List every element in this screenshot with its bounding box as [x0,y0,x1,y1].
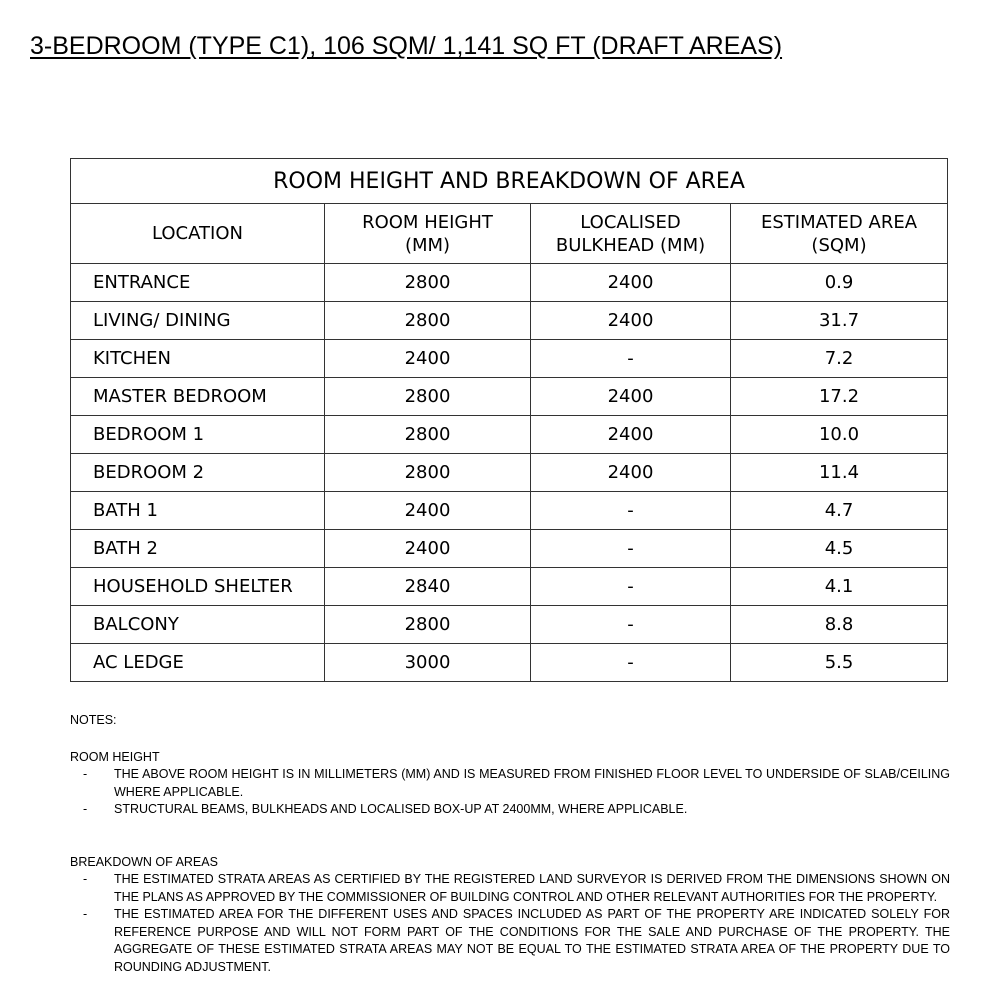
cell-area: 4.7 [731,492,948,530]
header-room-height-line-1: ROOM HEIGHT [362,211,493,233]
table-row [71,416,948,454]
cell-room-height: 2800 [325,378,531,416]
table-caption: ROOM HEIGHT AND BREAKDOWN OF AREA [71,159,948,204]
cell-bulkhead: 2400 [531,378,731,416]
cell-location: MASTER BEDROOM [71,378,325,416]
cell-location: LIVING/ DINING [71,302,325,340]
cell-bulkhead: 2400 [531,264,731,302]
cell-area: 0.9 [731,264,948,302]
cell-area: 4.1 [731,568,948,606]
table-row [71,492,948,530]
header-area-line-1: ESTIMATED AREA [761,211,918,233]
cell-room-height: 2800 [325,606,531,644]
breakdown-notes-list [70,871,950,976]
cell-area: 11.4 [731,454,948,492]
cell-location: HOUSEHOLD SHELTER [71,568,325,606]
cell-location: KITCHEN [71,340,325,378]
cell-location: BATH 2 [71,530,325,568]
note-item: - STRUCTURAL BEAMS, BULKHEADS AND LOCALISED BOX-UP AT 2400MM, WHERE APPLICABLE. [70,801,950,819]
column-header-room-height [325,204,531,264]
cell-room-height: 2800 [325,416,531,454]
note-item: - THE ABOVE ROOM HEIGHT IS IN MILLIMETERS (MM) AND IS MEASURED FROM FINISHED FLOOR LEVEL TO UNDERSIDE OF SLAB/CEILING WHERE APPLICABLE. [70,766,950,801]
cell-location: BEDROOM 2 [71,454,325,492]
cell-room-height: 2800 [325,302,531,340]
table-row [71,378,948,416]
cell-bulkhead: - [531,530,731,568]
cell-area: 10.0 [731,416,948,454]
table-row [71,644,948,682]
cell-room-height: 2800 [325,264,531,302]
table-row [71,606,948,644]
cell-bulkhead: - [531,340,731,378]
header-room-height-line-2: (MM) [404,234,451,256]
table-row [71,454,948,492]
cell-room-height: 2400 [325,492,531,530]
cell-bulkhead: - [531,492,731,530]
cell-location: BEDROOM 1 [71,416,325,454]
page-title: 3-BEDROOM (TYPE C1), 106 SQM/ 1,141 SQ FT (DRAFT AREAS) [30,32,783,60]
cell-room-height: 2840 [325,568,531,606]
cell-bulkhead: - [531,606,731,644]
header-area-line-2: (SQM) [811,234,867,256]
notes-section [70,712,950,976]
note-item: - THE ESTIMATED AREA FOR THE DIFFERENT USES AND SPACES INCLUDED AS PART OF THE PROPERTY ARE INDICATED SOLELY FOR REFERENCE PURPOSE AND WILL NOT FORM PART OF THE CONDITIONS FOR THE SALE AND PURCHASE OF THE PROPERTY. THE AGGREGATE OF THESE ESTIMATED STRATA AREAS MAY NOT BE EQUAL TO THE ESTIMATED STRATA AREA OF THE PROPERTY DUE TO ROUNDING ADJUSTMENT. [70,906,950,976]
cell-area: 17.2 [731,378,948,416]
column-header-location [71,204,325,264]
cell-area: 31.7 [731,302,948,340]
room-height-notes-title: ROOM HEIGHT [70,749,160,764]
table-row [71,302,948,340]
cell-bulkhead: - [531,644,731,682]
cell-location: AC LEDGE [71,644,325,682]
table-row [71,264,948,302]
cell-room-height: 2800 [325,454,531,492]
cell-area: 4.5 [731,530,948,568]
header-bulkhead-line-1: LOCALISED [580,211,681,233]
area-breakdown-table [70,158,948,682]
cell-bulkhead: 2400 [531,302,731,340]
cell-location: BALCONY [71,606,325,644]
header-location-text: LOCATION [152,223,243,244]
cell-bulkhead: 2400 [531,416,731,454]
cell-area: 8.8 [731,606,948,644]
table-row [71,568,948,606]
note-item: - THE ESTIMATED STRATA AREAS AS CERTIFIED BY THE REGISTERED LAND SURVEYOR IS DERIVED FROM THE DIMENSIONS SHOWN ON THE PLANS AS APPROVED BY THE COMMISSIONER OF BUILDING CONTROL AND OTHER RELEVANT AUTHORITIES FOR THE PROPERTY. [70,871,950,906]
header-bulkhead-line-2: BULKHEAD (MM) [555,234,706,256]
cell-area: 5.5 [731,644,948,682]
cell-bulkhead: - [531,568,731,606]
table-row [71,340,948,378]
cell-room-height: 2400 [325,530,531,568]
breakdown-notes-title: BREAKDOWN OF AREAS [70,854,218,869]
notes-label: NOTES: [70,713,117,727]
column-header-estimated-area [731,204,948,264]
column-header-bulkhead [531,204,731,264]
cell-room-height: 3000 [325,644,531,682]
cell-area: 7.2 [731,340,948,378]
cell-location: BATH 1 [71,492,325,530]
cell-room-height: 2400 [325,340,531,378]
table-row [71,530,948,568]
cell-location: ENTRANCE [71,264,325,302]
cell-bulkhead: 2400 [531,454,731,492]
room-height-notes-list [70,766,950,819]
